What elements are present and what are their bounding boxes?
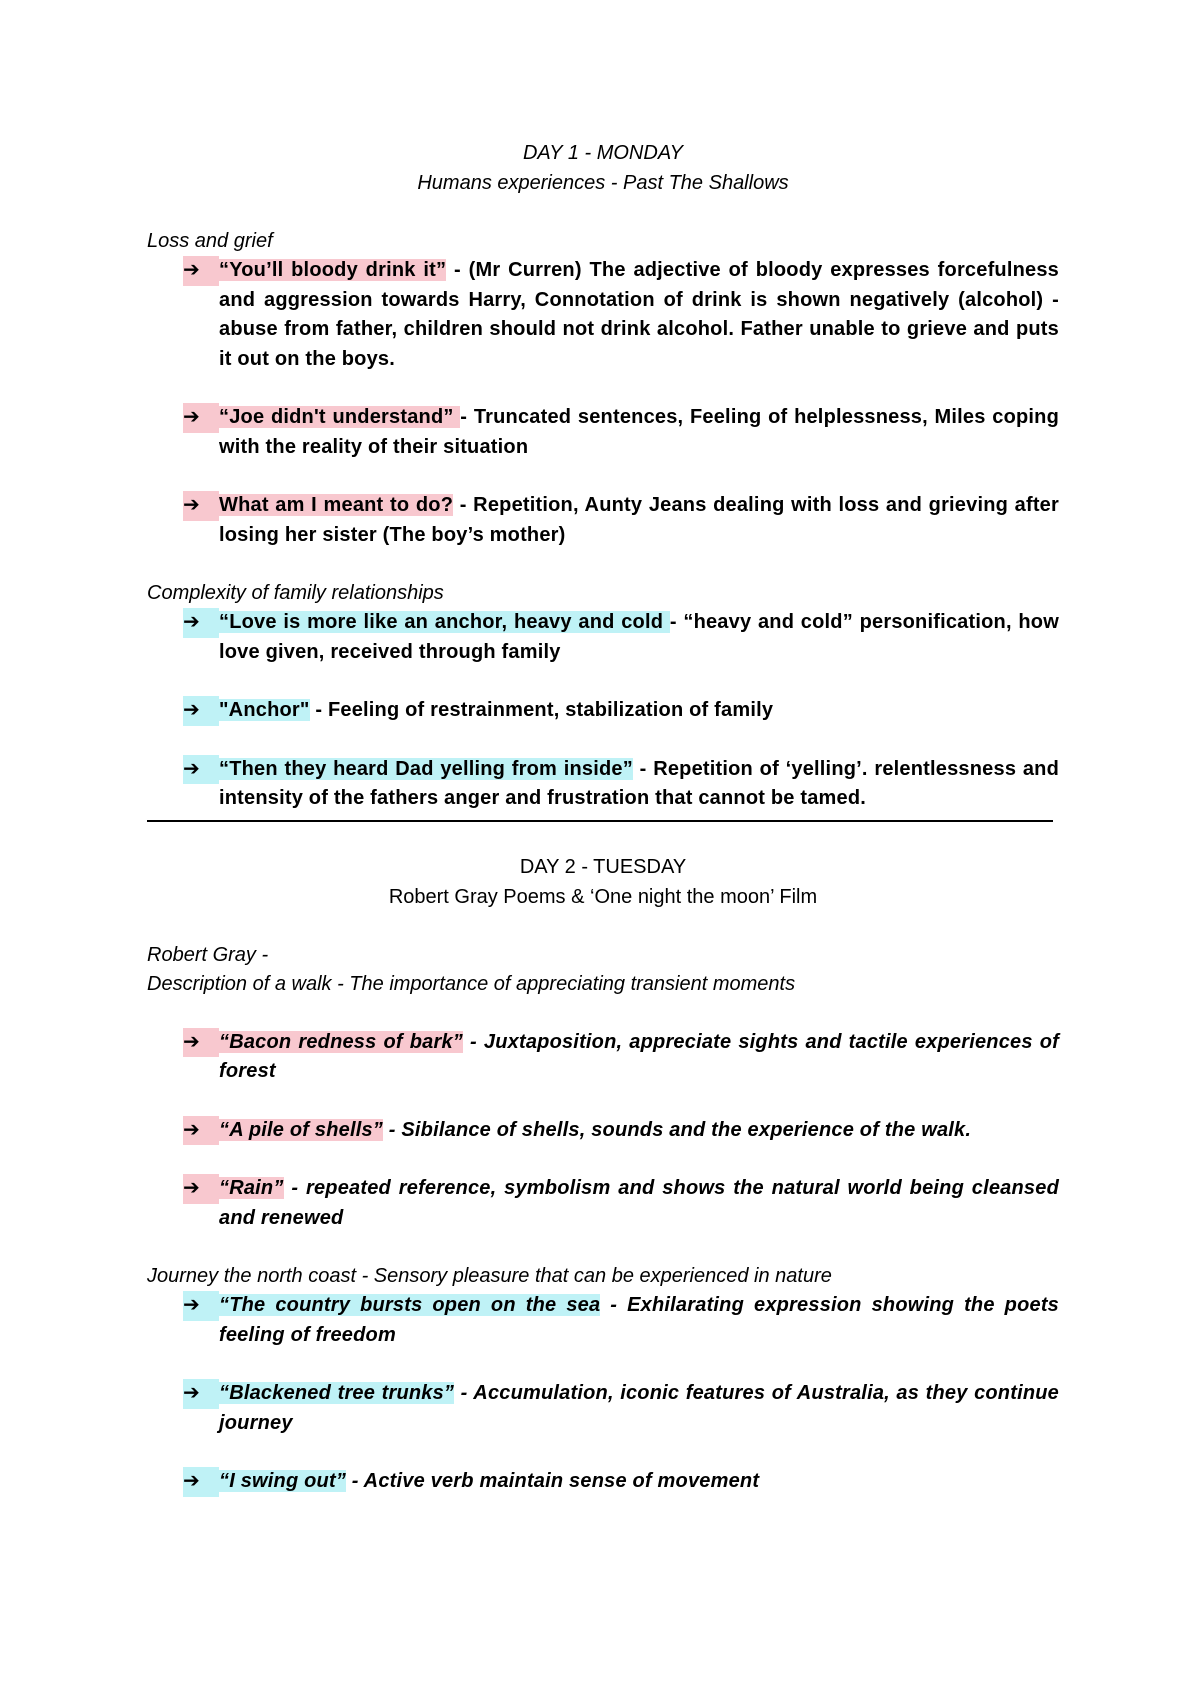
quote-highlight: “Joe didn't understand” (219, 406, 461, 428)
quote-highlight: “You’ll bloody drink it” (219, 259, 447, 281)
bullet-text: “Blackened tree trunks” - Accumulation, iconic features of Australia, as they continue journey (219, 1382, 1059, 1434)
arrow-icon: ➔ (183, 403, 219, 433)
bullet-text: “The country bursts open on the sea - Exhilarating expression showing the poets feeling of freedom (219, 1294, 1060, 1346)
list-item (183, 1467, 1059, 1497)
list-item (183, 696, 1059, 726)
quote-highlight: “The country bursts open on the sea (219, 1294, 601, 1316)
journey-heading: Journey the north coast - Sensory pleasure that can be experienced in nature (147, 1265, 832, 1287)
arrow-icon: ➔ (183, 608, 219, 638)
bullet-text: "Anchor" - Feeling of restrainment, stabilization of family (219, 699, 774, 721)
walk-heading: Description of a walk - The importance of appreciating transient moments (147, 972, 796, 995)
list-item (183, 755, 1059, 814)
loss-grief-heading: Loss and grief (147, 230, 273, 252)
list-item (183, 491, 1059, 550)
arrow-icon: ➔ (183, 1379, 219, 1409)
arrow-icon: ➔ (183, 1028, 219, 1058)
bullet-text: “A pile of shells” - Sibilance of shells, sounds and the experience of the walk. (219, 1118, 972, 1141)
bullet-text: “Bacon redness of bark” - Juxtaposition, appreciate sights and tactile experiences of forest (219, 1030, 1059, 1082)
arrow-icon: ➔ (183, 696, 219, 726)
list-item (183, 608, 1059, 667)
day2-subtitle: Robert Gray Poems & ‘One night the moon’ Film (388, 885, 818, 908)
arrow-icon: ➔ (183, 1467, 219, 1497)
quote-highlight: “Blackened tree trunks” (219, 1382, 455, 1404)
list-item (183, 1174, 1059, 1233)
arrow-icon: ➔ (183, 491, 219, 521)
arrow-icon: ➔ (183, 1116, 219, 1146)
day1-subtitle: Humans experiences - Past The Shallows (417, 172, 789, 194)
arrow-icon: ➔ (183, 755, 219, 785)
quote-highlight: “A pile of shells” (219, 1118, 384, 1141)
bullet-text: “I swing out” - Active verb maintain sense of movement (219, 1470, 760, 1492)
robert-gray-heading: Robert Gray - (147, 943, 269, 966)
bullet-text: What am I meant to do? - Repetition, Aunty Jeans dealing with loss and grieving after losing her sister (The boy’s mother) (219, 494, 1059, 546)
bullet-text: “You’ll bloody drink it” - (Mr Curren) The adjective of bloody expresses forcefulness and aggression towards Harry, Connotation of drink is shown negatively (alcohol) - abuse from father, children should not drink alcohol. Father unable to grieve and puts it out on the boys. (219, 259, 1059, 370)
bullet-text: “Then they heard Dad yelling from inside” - Repetition of ‘yelling’. relentlessness and intensity of the fathers anger and frustration that cannot be tamed. (219, 757, 1059, 809)
list-item (183, 1028, 1059, 1087)
quote-highlight: “I swing out” (219, 1470, 347, 1492)
family-relationships-heading: Complexity of family relationships (147, 582, 444, 604)
quote-highlight: “Love is more like an anchor, heavy and cold (219, 611, 670, 633)
arrow-icon: ➔ (183, 1174, 219, 1204)
bullet-text: “Joe didn't understand” - Truncated sentences, Feeling of helplessness, Miles coping with the reality of their situation (219, 406, 1060, 458)
bullet-text: “Love is more like an anchor, heavy and cold - “heavy and cold” personification, how love given, received through family (219, 611, 1059, 663)
quote-highlight: “Then they heard Dad yelling from inside” (219, 757, 633, 780)
arrow-icon: ➔ (183, 1291, 219, 1321)
document-page (147, 138, 1059, 1497)
list-item (183, 403, 1059, 462)
bullet-text: “Rain” - repeated reference, symbolism and shows the natural world being cleansed and renewed (219, 1177, 1059, 1229)
day2-title: DAY 2 - TUESDAY (519, 855, 687, 878)
list-item (183, 1116, 1059, 1146)
list-item (183, 1379, 1059, 1438)
quote-highlight: “Rain” (219, 1177, 284, 1199)
arrow-icon: ➔ (183, 256, 219, 286)
day1-title: DAY 1 - MONDAY (522, 142, 684, 164)
list-item (183, 1291, 1059, 1350)
list-item (183, 256, 1059, 374)
quote-highlight: What am I meant to do? (219, 494, 454, 516)
quote-highlight: “Bacon redness of bark” (219, 1030, 464, 1053)
quote-highlight: "Anchor" (219, 699, 310, 721)
